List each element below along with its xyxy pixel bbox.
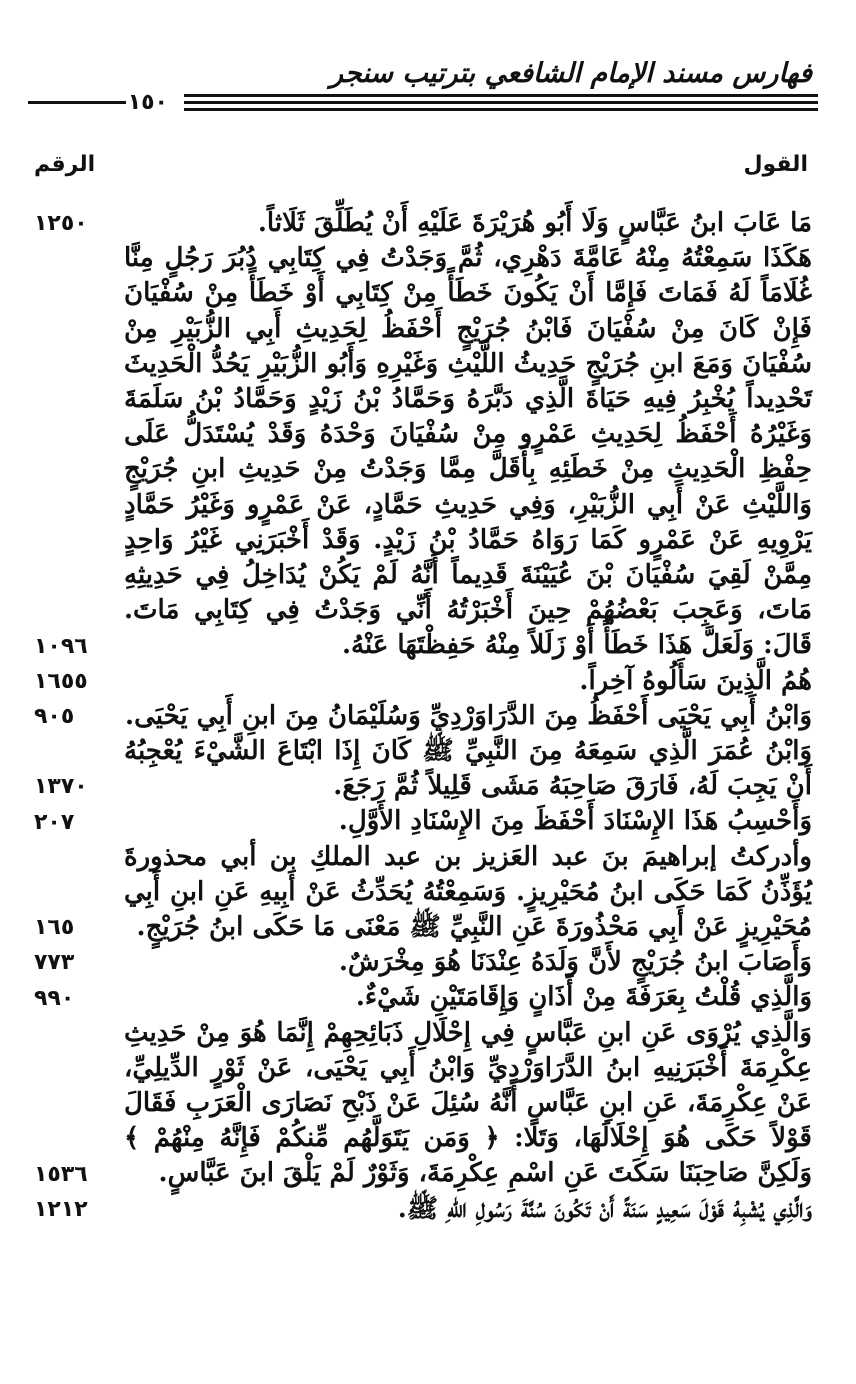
entry-text: هُمُ الَّذِينَ سَأَلُوهُ آخِراً. bbox=[579, 665, 812, 696]
entry-text: وَابْنُ عُمَرَ الَّذِي سَمِعَهُ مِنَ النَّبِيِّ ﷺ كَانَ إِذَا ابْتَاعَ الشَّيْءَ يُعْجِبُهُ أَنْ يَجِبَ لَهُ، فَارَقَ صَاحِبَهُ مَشَى قَلِيلاً ثُمَّ رَجَعَ. bbox=[124, 736, 812, 802]
entry-number: ١٢١٢ bbox=[34, 1196, 88, 1222]
index-entry bbox=[28, 945, 812, 980]
entry-text: وَابْنُ أَبِي يَحْيَى أَحْفَظُ مِنَ الدَّرَاوَرْدِيِّ وَسُلَيْمَانُ مِنَ ابنِ أَبِي يَحْيَى. bbox=[125, 700, 812, 731]
entry-text: هَكَذَا سَمِعْتُهُ مِنْهُ عَامَّةَ دَهْرِي، ثُمَّ وَجَدْتُ فِي كِتَابِي دُبُرَ رَجُلٍ مِنَّا غُلَامَاً لَهُ فَمَاتَ فَإِمَّا أَنْ يَكُونَ خَطَأً مِنْ كِتَابِي أَوْ خَطَأً مِنْ سُفْيَانَ فَإِنْ كَانَ مِنْ سُفْيَانَ فَابْنُ جُرَيْجٍ أَحْفَظُ لِحَدِيثِ أَبِي الزُّبَيْرِ مِنْ سُفْيَانَ وَمَعَ ابنِ جُرَيْجٍ حَدِيثُ اللَّيْثِ وَغَيْرِهِ وَأَبُو الزُّبَيْرِ يَحُدُّ الْحَدِيثَ تَحْدِيداً يُخْبِرُ فِيهِ حَيَاةَ الَّذِي دَبَّرَهُ وَحَمَّادُ بْنُ زَيْدٍ وَحَمَّادُ بْنُ سَلَمَةَ وَغَيْرُهُ أَحْفَظُ لِحَدِيثِ عَمْرٍو مِنْ سُفْيَانَ وَحْدَهُ وَقَدْ يُسْتَدَلُّ عَلَى حِفْظِ الْحَدِيثِ مِنْ خَطَئِهِ بِأَقَلَّ مِمَّا وَجَدْتُ مِنْ حَدِيثِ ابنِ جُرَيْجٍ وَاللَّيْثِ عَنْ أَبِي الزُّبَيْرِ، وَفِي حَدِيثِ حَمَّادٍ، عَنْ عَمْرٍو وَغَيْرُ حَمَّادٍ يَرْوِيهِ عَنْ عَمْرٍو كَمَا رَوَاهُ حَمَّادُ بْنُ زَيْدٍ. وَقَدْ أَخْبَرَنِي غَيْرُ وَاحِدٍ مِمَّنْ لَقِيَ سُفْيَانَ بْنَ عُيَيْنَةَ قَدِيماً أَنَّهُ لَمْ يَكُنْ يُدَاخِلُ فِي حَدِيثِهِ مَاتَ، وَعَجِبَ بَعْضُهُمْ حِينَ أَخْبَرْتُهُ أَنِّي وَجَدْتُ فِي كِتَابِي مَاتَ. قَالَ: وَلَعَلَّ هَذَا خَطَأً أَوْ زَلَلاً مِنْهُ حَفِظْتَهَا عَنْهُ. bbox=[124, 243, 812, 661]
index-entry bbox=[28, 699, 812, 734]
entry-number: ١٦٥٥ bbox=[34, 668, 88, 694]
index-entry bbox=[28, 241, 812, 663]
index-entry bbox=[28, 1192, 812, 1227]
index-entry bbox=[28, 840, 812, 946]
entry-number: ١٢٥٠ bbox=[34, 211, 88, 237]
entry-number: ٩٠٥ bbox=[34, 704, 75, 730]
column-heading-number: الرقم bbox=[34, 152, 96, 177]
entry-number: ٧٧٣ bbox=[34, 950, 75, 976]
entry-number: ١٦٥ bbox=[34, 915, 75, 941]
index-entry bbox=[28, 734, 812, 804]
entry-text: وأدركتُ إبراهيمَ بنَ عبد العَزيز بن عبد الملكِ بن أبي محذورةَ يُؤَذِّنُ كَمَا حَكَى ابنُ مُحَيْرِيزٍ. وَسَمِعْتُهُ يُحَدِّثُ عَنْ أَبِيهِ عَنِ ابنِ أَبِي مُحَيْرِيزٍ عَنْ أَبِي مَحْذُورَةَ عَنِ النَّبِيِّ ﷺ مَعْنَى مَا حَكَى ابنُ جُرَيْجٍ. bbox=[124, 841, 812, 943]
page-number: ١٥٠ bbox=[127, 90, 168, 115]
entry-number: ١٠٩٦ bbox=[34, 633, 88, 659]
entry-number: ١٣٧٠ bbox=[34, 774, 88, 800]
index-entry bbox=[28, 804, 812, 839]
entry-text: وَأَصَابَ ابنُ جُرَيْجٍ لأَنَّ وَلَدَهُ عِنْدَنَا هُوَ مِخْرَشٌ. bbox=[338, 947, 812, 978]
entry-number: ٩٩٠ bbox=[34, 985, 75, 1011]
entry-number: ٢٠٧ bbox=[34, 809, 75, 835]
index-entry bbox=[28, 980, 812, 1015]
index-entry bbox=[28, 206, 812, 241]
entry-text: وَالَّذِي قُلْتُ بِعَرَفَةَ مِنْ أَذَانٍ وَإِقَامَتَيْنِ شَيْءٌ. bbox=[355, 982, 812, 1013]
entry-text: وَالَّذِي يُشْبِهُ قَوْلَ سَعِيدٍ سَنَةً أَنْ تَكُونَ سُنَّةَ رَسُولِ اللهِ ﷺ. bbox=[397, 1193, 812, 1224]
running-title: فهارس مسند الإمام الشافعي بترتيب سنجر bbox=[329, 58, 812, 89]
header-rule bbox=[184, 94, 818, 97]
entry-text: وَأَحْسِبُ هَذَا الإِسْنَادَ أَحْفَظَ مِنَ الإِسْنَادِ الأَوَّلِ. bbox=[338, 806, 812, 837]
header-rule bbox=[184, 101, 818, 104]
header-rule bbox=[184, 108, 818, 111]
index-entries bbox=[28, 206, 812, 1227]
index-entry bbox=[28, 1016, 812, 1192]
column-heading-quote: القول bbox=[743, 152, 808, 177]
entry-number: ١٥٣٦ bbox=[34, 1161, 88, 1187]
index-entry bbox=[28, 664, 812, 699]
header-rule bbox=[28, 101, 126, 104]
entry-text: وَالَّذِي يُرْوَى عَنِ ابنِ عَبَّاسٍ فِي إِحْلَالِ ذَبَائِحِهِمْ إِنَّمَا هُوَ مِنْ حَدِيثِ عِكْرِمَةَ أَخْبَرَنِيهِ ابنُ الدَّرَاوَرْدِيِّ وَابْنُ أَبِي يَحْيَى، عَنْ ثَوْرٍ الدِّيلِيِّ، عَنْ عِكْرِمَةَ، عَنِ ابنِ عَبَّاسٍ أَنَّهُ سُئِلَ عَنْ ذَبْحِ نَصَارَى الْعَرَبِ فَقَالَ قَوْلاً حَكَى هُوَ إِحْلَالَهَا، وَتَلَا: ﴿ وَمَن يَتَوَلَّهُم مِّنكُمْ فَإِنَّهُ مِنْهُمْ ﴾ وَلَكِنَّ صَاحِبَنَا سَكَتَ عَنِ اسْمِ عِكْرِمَةَ، وَثَوْرٌ لَمْ يَلْقَ ابنَ عَبَّاسٍ. bbox=[124, 1017, 812, 1189]
entry-text: مَا عَابَ ابنُ عَبَّاسٍ وَلَا أَبُو هُرَيْرَةَ عَلَيْهِ أَنْ يُطَلِّقَ ثَلَاثاً. bbox=[257, 208, 812, 238]
